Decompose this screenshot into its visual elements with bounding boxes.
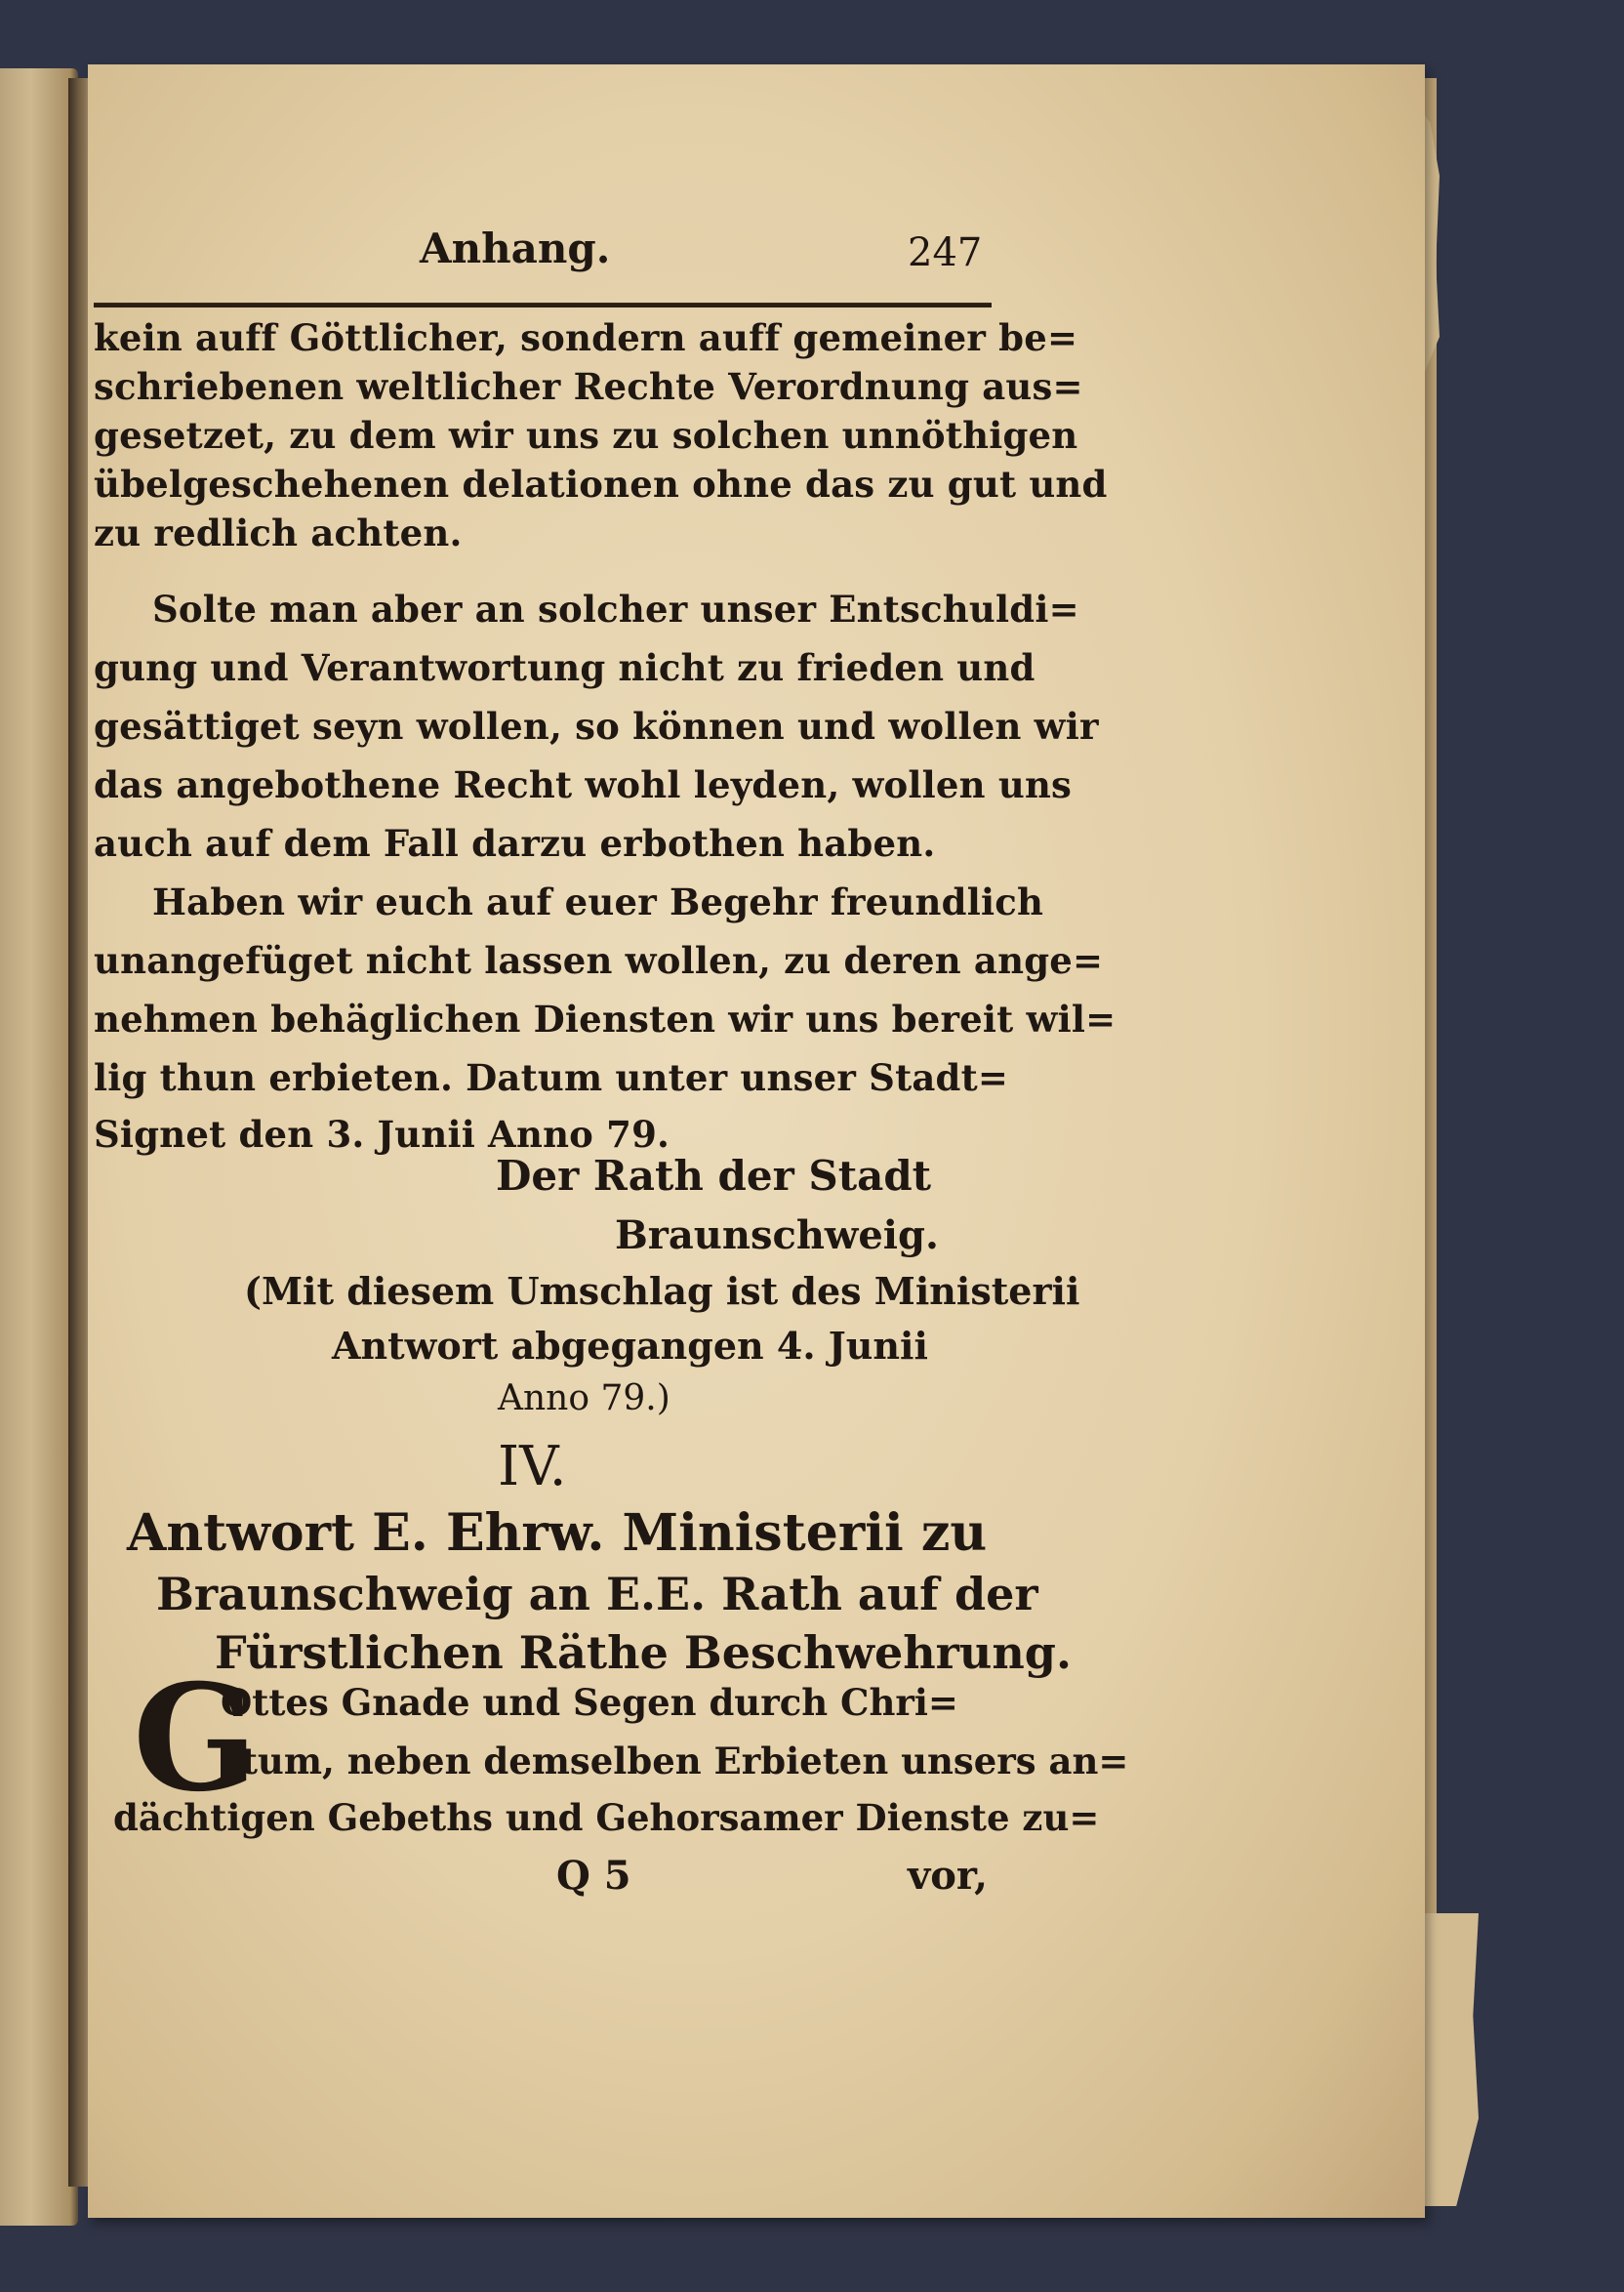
body-line: Signet den 3. Junii Anno 79. xyxy=(94,1113,670,1156)
left-page-edge xyxy=(0,68,78,2226)
page-number: 247 xyxy=(908,230,983,275)
body-line: Haben wir euch auf euer Begehr freundlich xyxy=(152,880,1044,923)
body-line: gesetzet, zu dem wir uns zu solchen unnöthigen xyxy=(94,414,1078,457)
note-line-3: Anno 79.) xyxy=(498,1378,670,1418)
section-heading-line-3: Fürstlichen Räthe Beschwehrung. xyxy=(215,1626,1072,1679)
body-line: zu redlich achten. xyxy=(94,512,463,554)
opening-line-3: dächtigen Gebeths und Gehorsamer Dienste zu= xyxy=(113,1796,1100,1839)
note-line-1: (Mit diesem Umschlag ist des Ministerii xyxy=(244,1269,1080,1313)
drop-capital: G xyxy=(133,1653,259,1824)
section-heading-line-2: Braunschweig an E.E. Rath auf der xyxy=(156,1568,1038,1620)
body-line: kein auff Göttlicher, sondern auff gemeiner be= xyxy=(94,316,1078,359)
opening-line-2: stum, neben demselben Erbieten unsers an= xyxy=(221,1739,1129,1782)
signature-mark: Q 5 xyxy=(556,1853,631,1899)
note-line-2: Antwort abgegangen 4. Junii xyxy=(332,1324,928,1368)
body-line: übelgeschehenen delationen ohne das zu gut und xyxy=(94,463,1108,506)
body-line: nehmen behäglichen Diensten wir uns bereit wil= xyxy=(94,998,1116,1041)
body-line: gung und Verantwortung nicht zu frieden und xyxy=(94,646,1035,689)
section-number: IV. xyxy=(498,1435,567,1498)
header-rule xyxy=(94,303,992,307)
body-line: auch auf dem Fall darzu erbothen haben. xyxy=(94,822,936,865)
body-line: lig thun erbieten. Datum unter unser Stadt= xyxy=(94,1056,1009,1099)
body-line: das angebothene Recht wohl leyden, wollen uns xyxy=(94,763,1073,806)
opening-line-1: Ottes Gnade und Segen durch Chri= xyxy=(221,1681,958,1724)
section-heading-line-1: Antwort E. Ehrw. Ministerii zu xyxy=(127,1503,988,1563)
body-line: unangefüget nicht lassen wollen, zu deren ange= xyxy=(94,939,1104,982)
signature-line-1: Der Rath der Stadt xyxy=(496,1152,932,1200)
signature-line-2: Braunschweig. xyxy=(615,1212,939,1258)
catchword: vor, xyxy=(908,1853,989,1899)
body-line: schriebenen weltlicher Rechte Verordnung aus= xyxy=(94,365,1083,408)
running-header xyxy=(420,225,1005,283)
body-line: Solte man aber an solcher unser Entschuldi= xyxy=(152,588,1079,631)
running-head: Anhang. xyxy=(420,225,611,272)
body-line: gesättiget seyn wollen, so können und wollen wir xyxy=(94,705,1099,748)
